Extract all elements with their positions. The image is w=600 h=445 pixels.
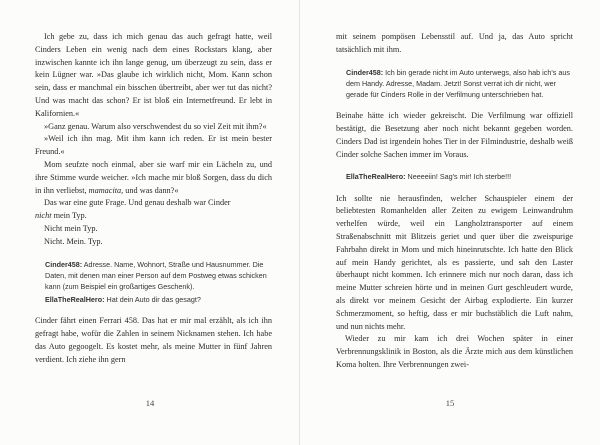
page-number: 14 — [145, 398, 155, 408]
chat-message: Cinder458: Ich bin gerade nicht im Auto unterwegs, also hab ich's aus dem Handy. Adresse, Madam. Jetzt! Sonst verrat ich dir nicht, wer gerade für Cinders Rolle in der Verfilmung unterschrieben hat. — [346, 67, 570, 99]
chat-message: EllaTheRealHero: Hat dein Auto dir das gesagt? — [45, 295, 201, 305]
paragraph: Das war eine gute Frage. Und genau deshalb war Cinder — [44, 198, 231, 208]
right-text-column — [336, 31, 573, 372]
chat-nick: EllaTheRealHero: — [45, 295, 105, 305]
right-page — [300, 0, 600, 445]
paragraph: Ich sollte nie herausfinden, welcher Schauspieler einem der beliebtesten Romanhelden aller Zeiten zu ewigem Leinwandruhm verhelfen würde, weil ein Langholztransporter auf einem Straßenabschnitt mit Blitzeis geriet und quer über die zweispurige Fahrbahn direkt in Mom und mich hineinrutschte. Ich hatte den Blick auf mein Handy gerichtet, als es passierte, und sah den Laster überhaupt nicht kommen. Ich erinnere mich nur noch daran, dass ich meine Mutter schreien hörte und in meinen Gurt geschleudert wurde, als direkt vor meinem Gesicht der Airbag explodierte. Ein kurzer Schmerzmoment, so heftig, dass er mir buchstäblich die Luft nahm, und nun nichts mehr. — [336, 193, 573, 331]
chat-block — [346, 171, 573, 182]
paragraph: Nicht. Mein. Typ. — [44, 236, 103, 246]
chat-nick: EllaTheRealHero: — [346, 172, 406, 182]
chat-nick: Cinder458: — [45, 259, 83, 269]
paragraph: Wieder zu mir kam ich drei Wochen später in einer Verbrennungsklinik in Boston, als die Ärzte mich aus dem künstlichen Koma holten. Ihre Verbrennungen zwei- — [336, 334, 573, 369]
chat-block — [45, 259, 272, 306]
chat-nick: Cinder458: — [346, 67, 384, 77]
paragraph: Cinder fährt einen Ferrari 458. Das hat er mir mal erzählt, als ich ihn gefragt habe, wofür die Zahlen in seinem Nicknamen stehen. Ich habe das Auto gegoogelt. Es kostet mehr, als meine Mutter in fünf Jahren verdient. Ich ziehe ihn gern — [35, 316, 272, 364]
page-number: 15 — [445, 398, 455, 408]
left-text-column — [35, 31, 272, 367]
chat-message: EllaTheRealHero: Neeeeiin! Sag's mir! Ich sterbe!!! — [346, 172, 512, 182]
paragraph-mom: Mom seufzte noch einmal, aber sie warf mir ein Lächeln zu, und ihre Stimme wurde weicher. »Ich mache mir bloß Sorgen, dass du dich in ihn verliebst, mamacita, und was dann?« — [35, 159, 272, 195]
paragraph: »Ganz genau. Warum also verschwendest du so viel Zeit mit ihm?« — [44, 121, 267, 131]
chat-block — [346, 67, 573, 101]
paragraph: nicht mein Typ. — [35, 211, 87, 221]
paragraph: mit seinem pompösen Lebensstil auf. Und ja, das Auto spricht tatsächlich mit ihm. — [336, 32, 573, 54]
paragraph: »Weil ich ihn mag. Mit ihm kann ich reden. Er ist mein bester Freund.« — [35, 134, 272, 157]
paragraph: Ich gebe zu, dass ich mich genau das auch gefragt hatte, weil Cinders Leben ein wenig nach dem eines Rockstars klang, aber inzwischen kannte ich ihn lange genug, um überzeugt zu sein, dass er kein Lügner war. »Das glaube ich wirklich nicht, Mom. Kann schon sein, dass er manchmal ein bisschen übertreibt, aber wer tut das nicht? Und was macht das schon? Er ist bloß ein Internetfreund. Er lebt in Kalifornien.« — [35, 32, 272, 118]
paragraph: Nicht mein Typ. — [44, 223, 98, 233]
paragraph: Beinahe hätte ich wieder gekreischt. Die Verfilmung war offiziell bestätigt, die Besetzung aber noch nicht bekannt gegeben worden. Cinders Dad ist irgendein hohes Tier in der Filmindustrie, deshalb weiß Cinder solche Sachen immer im Voraus. — [336, 111, 573, 159]
chat-message: Cinder458: Adresse. Name, Wohnort, Straße und Hausnummer. Die Daten, mit denen man einer Person auf dem Postweg etwas schicken kann (zum Beispiel ein großartiges Geschenk). — [45, 259, 267, 291]
